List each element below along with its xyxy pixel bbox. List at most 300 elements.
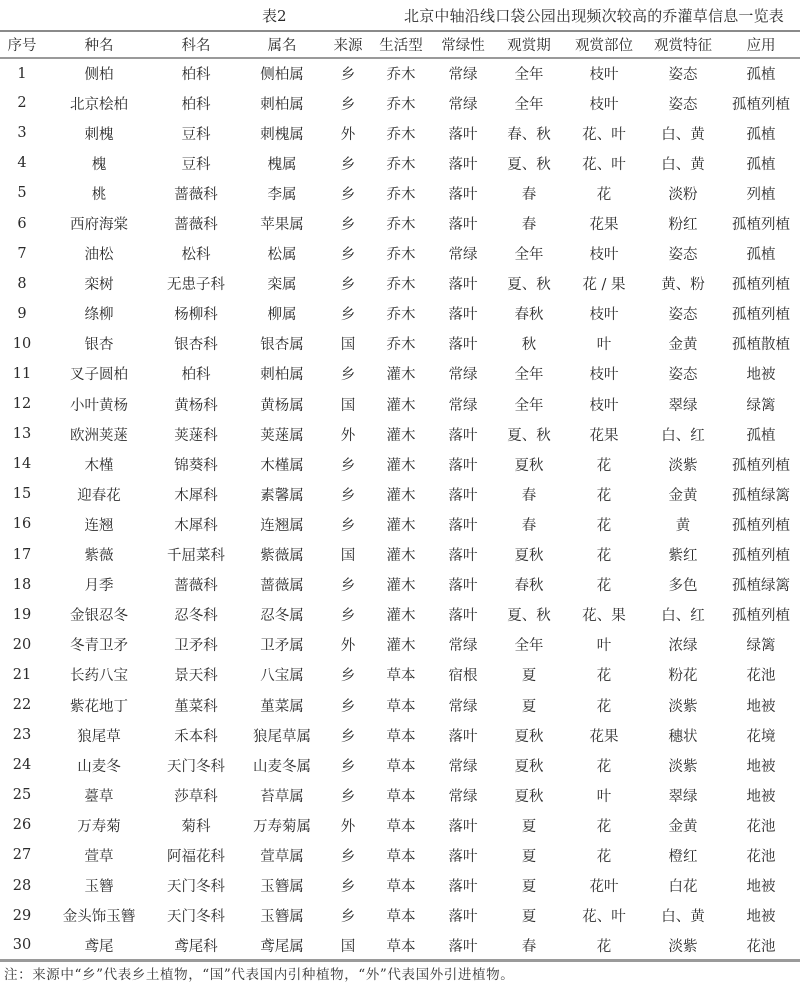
cell-col-genus: 堇菜属 — [260, 698, 304, 715]
cell-col-life-form: 草本 — [386, 879, 416, 896]
cell-col-index: 27 — [12, 847, 32, 864]
cell-col-application: 孤植列植 — [732, 307, 790, 324]
cell-col-viewing-feature: 姿态 — [668, 96, 698, 113]
cell-col-viewing-part: 花、叶 — [582, 126, 626, 143]
cell-col-application: 绿篱 — [746, 638, 776, 655]
cell-col-application: 孤植绿篱 — [732, 578, 790, 595]
cell-col-origin: 乡 — [340, 517, 356, 534]
cell-col-viewing-part: 花 — [564, 931, 644, 961]
cell-col-application: 地被 — [746, 788, 776, 805]
cell-col-index: 24 — [12, 757, 32, 774]
cell-col-origin: 乡 — [340, 487, 356, 504]
cell-col-origin: 外 — [340, 427, 356, 444]
cell-col-evergreen: 落叶 — [448, 217, 478, 234]
table-row — [0, 239, 800, 269]
cell-col-viewing-part: 花 — [596, 848, 612, 865]
cell-col-index: 30 — [0, 931, 44, 961]
table-row — [0, 810, 800, 840]
table-row — [0, 750, 800, 780]
cell-col-application: 孤植 — [746, 126, 776, 143]
cell-col-evergreen: 落叶 — [448, 909, 478, 926]
cell-col-species: 刺槐 — [84, 126, 114, 143]
cell-col-application: 孤植列植 — [732, 517, 790, 534]
cell-col-family: 蔷薇科 — [174, 186, 218, 203]
cell-col-viewing-part: 花 — [596, 698, 612, 715]
cell-col-life-form: 草本 — [386, 728, 416, 745]
cell-col-viewing-feature: 橙红 — [668, 848, 698, 865]
cell-col-origin: 乡 — [340, 277, 356, 294]
table-row — [0, 871, 800, 901]
table-caption — [0, 4, 800, 28]
cell-col-application: 孤植 — [746, 67, 776, 84]
cell-col-application: 地被 — [746, 879, 776, 896]
cell-col-viewing-period: 春 — [521, 186, 537, 203]
cell-col-life-form: 乔木 — [386, 67, 416, 84]
cell-col-application: 花池 — [746, 848, 776, 865]
cell-col-origin: 乡 — [340, 578, 356, 595]
cell-col-viewing-feature: 白、红 — [661, 427, 705, 444]
cell-col-genus: 萱草属 — [260, 848, 304, 865]
table-row — [0, 419, 800, 449]
cell-col-life-form: 草本 — [386, 698, 416, 715]
header-col-evergreen: 常绿性 — [432, 31, 494, 58]
cell-col-genus: 八宝属 — [260, 668, 304, 685]
cell-col-evergreen: 落叶 — [448, 578, 478, 595]
cell-col-index: 8 — [17, 275, 27, 292]
cell-col-viewing-period: 全年 — [514, 397, 544, 414]
cell-col-species: 月季 — [84, 578, 114, 595]
cell-col-application: 地被 — [746, 909, 776, 926]
header-col-species: 种名 — [44, 31, 154, 58]
cell-col-index: 12 — [12, 396, 32, 413]
cell-col-evergreen: 常绿 — [448, 367, 478, 384]
table-row — [0, 208, 800, 238]
cell-col-viewing-feature: 黄、粉 — [661, 277, 705, 294]
cell-col-genus: 侧柏属 — [260, 67, 304, 84]
cell-col-viewing-part: 花 / 果 — [582, 277, 626, 294]
cell-col-viewing-period: 夏秋 — [514, 548, 544, 565]
cell-col-family: 银杏科 — [174, 337, 218, 354]
cell-col-species: 连翘 — [84, 517, 114, 534]
cell-col-life-form: 草本 — [386, 668, 416, 685]
header-col-genus: 属名 — [238, 31, 326, 58]
cell-col-origin: 乡 — [340, 848, 356, 865]
cell-col-viewing-part: 花果 — [589, 728, 619, 745]
cell-col-origin: 乡 — [340, 788, 356, 805]
cell-col-life-form: 草本 — [386, 818, 416, 835]
cell-col-evergreen: 落叶 — [448, 126, 478, 143]
cell-col-species: 栾树 — [84, 277, 114, 294]
cell-col-life-form: 灌木 — [386, 578, 416, 595]
cell-col-genus: 紫薇属 — [260, 548, 304, 565]
cell-col-family: 木犀科 — [174, 487, 218, 504]
cell-col-viewing-part: 花 — [596, 457, 612, 474]
cell-col-family: 阿福花科 — [167, 848, 225, 865]
table-row — [0, 901, 800, 931]
cell-col-viewing-part: 花 — [596, 758, 612, 775]
cell-col-family: 松科 — [181, 247, 211, 264]
cell-col-viewing-feature: 白、红 — [661, 608, 705, 625]
table-row — [0, 479, 800, 509]
cell-col-species: 油松 — [84, 247, 114, 264]
cell-col-family: 禾本科 — [174, 728, 218, 745]
cell-col-family: 木犀科 — [174, 517, 218, 534]
table-row — [0, 299, 800, 329]
cell-col-genus: 刺柏属 — [260, 96, 304, 113]
cell-col-evergreen: 落叶 — [448, 517, 478, 534]
cell-col-application: 地被 — [746, 367, 776, 384]
cell-col-origin: 乡 — [340, 307, 356, 324]
cell-col-viewing-feature: 白、黄 — [661, 126, 705, 143]
table-row — [0, 720, 800, 750]
cell-col-genus: 苹果属 — [260, 217, 304, 234]
cell-col-viewing-period: 全年 — [514, 96, 544, 113]
header-col-viewing-period: 观赏期 — [494, 31, 564, 58]
cell-col-species: 紫薇 — [84, 548, 114, 565]
cell-col-viewing-part: 花、叶 — [582, 156, 626, 173]
cell-col-viewing-period: 夏、秋 — [507, 156, 551, 173]
cell-col-genus: 狼尾草属 — [253, 728, 311, 745]
cell-col-viewing-period: 夏 — [521, 668, 537, 685]
table-row — [0, 118, 800, 148]
cell-col-life-form: 草本 — [386, 758, 416, 775]
cell-col-viewing-period: 夏 — [521, 698, 537, 715]
cell-col-life-form: 灌木 — [386, 608, 416, 625]
cell-col-viewing-part: 枝叶 — [589, 247, 619, 264]
cell-col-viewing-feature: 白、黄 — [661, 909, 705, 926]
cell-col-evergreen: 宿根 — [448, 668, 478, 685]
cell-col-origin: 国 — [340, 337, 356, 354]
cell-col-genus: 刺槐属 — [260, 126, 304, 143]
cell-col-species: 迎春花 — [77, 487, 121, 504]
cell-col-life-form: 乔木 — [386, 126, 416, 143]
cell-col-life-form: 乔木 — [386, 307, 416, 324]
cell-col-index: 18 — [12, 576, 32, 593]
table-row — [0, 269, 800, 299]
cell-col-viewing-feature: 金黄 — [668, 487, 698, 504]
cell-col-life-form: 乔木 — [386, 96, 416, 113]
cell-col-species: 桃 — [91, 186, 107, 203]
cell-col-genus: 玉簪属 — [260, 909, 304, 926]
cell-col-genus: 荚蒾属 — [260, 427, 304, 444]
cell-col-species: 紫花地丁 — [70, 698, 128, 715]
cell-col-viewing-feature: 淡紫 — [644, 931, 722, 961]
table-row — [0, 540, 800, 570]
cell-col-viewing-feature: 淡紫 — [668, 457, 698, 474]
cell-col-species: 金银忍冬 — [70, 608, 128, 625]
cell-col-evergreen: 常绿 — [448, 758, 478, 775]
cell-col-evergreen: 落叶 — [448, 608, 478, 625]
cell-col-family: 蔷薇科 — [174, 578, 218, 595]
cell-col-viewing-period: 春、秋 — [507, 126, 551, 143]
cell-col-life-form: 灌木 — [386, 427, 416, 444]
cell-col-species: 北京桧柏 — [70, 96, 128, 113]
cell-col-origin: 乡 — [340, 457, 356, 474]
table-row — [0, 931, 800, 961]
cell-col-family: 千屈菜科 — [167, 548, 225, 565]
cell-col-index: 19 — [12, 606, 32, 623]
cell-col-genus: 忍冬属 — [260, 608, 304, 625]
cell-col-life-form: 草本 — [386, 848, 416, 865]
cell-col-viewing-feature: 黄 — [675, 517, 691, 534]
cell-col-life-form: 乔木 — [386, 156, 416, 173]
cell-col-index: 20 — [12, 636, 32, 653]
cell-col-species: 玉簪 — [84, 879, 114, 896]
cell-col-viewing-feature: 金黄 — [668, 337, 698, 354]
cell-col-evergreen: 常绿 — [448, 247, 478, 264]
cell-col-species: 西府海棠 — [70, 217, 128, 234]
header-col-family: 科名 — [154, 31, 238, 58]
cell-col-evergreen: 落叶 — [448, 548, 478, 565]
cell-col-life-form: 灌木 — [386, 517, 416, 534]
cell-col-evergreen: 落叶 — [432, 931, 494, 961]
cell-col-life-form: 灌木 — [386, 457, 416, 474]
cell-col-viewing-period: 夏秋 — [514, 758, 544, 775]
cell-col-origin: 外 — [340, 126, 356, 143]
cell-col-index: 5 — [17, 185, 27, 202]
table-row — [0, 329, 800, 359]
cell-col-viewing-feature: 白、黄 — [661, 156, 705, 173]
cell-col-origin: 乡 — [340, 67, 356, 84]
cell-col-index: 21 — [12, 666, 32, 683]
table-row — [0, 630, 800, 660]
cell-col-family: 天门冬科 — [167, 758, 225, 775]
cell-col-genus: 苔草属 — [260, 788, 304, 805]
cell-col-viewing-feature: 淡紫 — [668, 698, 698, 715]
cell-col-genus: 山麦冬属 — [253, 758, 311, 775]
cell-col-life-form: 草本 — [370, 931, 432, 961]
cell-col-family: 黄杨科 — [174, 397, 218, 414]
cell-col-evergreen: 落叶 — [448, 848, 478, 865]
cell-col-viewing-period: 全年 — [514, 638, 544, 655]
table-row — [0, 660, 800, 690]
cell-col-viewing-period: 春 — [521, 217, 537, 234]
cell-col-viewing-period: 夏、秋 — [507, 608, 551, 625]
cell-col-genus: 黄杨属 — [260, 397, 304, 414]
cell-col-life-form: 灌木 — [386, 548, 416, 565]
table-row — [0, 88, 800, 118]
table-row — [0, 509, 800, 539]
cell-col-genus: 槐属 — [267, 156, 297, 173]
cell-col-species: 冬青卫矛 — [70, 638, 128, 655]
cell-col-evergreen: 落叶 — [448, 156, 478, 173]
cell-col-origin: 乡 — [340, 728, 356, 745]
cell-col-viewing-period: 夏 — [521, 848, 537, 865]
cell-col-family: 柏科 — [181, 96, 211, 113]
cell-col-viewing-period: 全年 — [514, 247, 544, 264]
header-col-life-form: 生活型 — [370, 31, 432, 58]
cell-col-index: 2 — [17, 95, 27, 112]
cell-col-application: 孤植列植 — [732, 96, 790, 113]
cell-col-origin: 国 — [326, 931, 370, 961]
cell-col-viewing-part: 枝叶 — [589, 307, 619, 324]
cell-col-family: 锦葵科 — [174, 457, 218, 474]
cell-col-species: 万寿菊 — [77, 818, 121, 835]
cell-col-species: 长药八宝 — [70, 668, 128, 685]
cell-col-viewing-period: 春 — [521, 487, 537, 504]
cell-col-application: 孤植列植 — [732, 217, 790, 234]
cell-col-origin: 乡 — [340, 608, 356, 625]
cell-col-viewing-part: 花果 — [589, 217, 619, 234]
table-row — [0, 389, 800, 419]
cell-col-origin: 乡 — [340, 186, 356, 203]
cell-col-viewing-period: 全年 — [514, 67, 544, 84]
table-title: 北京中轴沿线口袋公园出现频次较高的乔灌草信息一览表 — [404, 7, 785, 25]
cell-col-application: 地被 — [746, 698, 776, 715]
cell-col-evergreen: 落叶 — [448, 879, 478, 896]
cell-col-viewing-period: 夏秋 — [514, 788, 544, 805]
cell-col-family: 菊科 — [181, 818, 211, 835]
cell-col-index: 14 — [12, 456, 32, 473]
table-row — [0, 840, 800, 870]
cell-col-viewing-feature: 粉红 — [668, 217, 698, 234]
cell-col-index: 28 — [12, 877, 32, 894]
cell-col-viewing-period: 春秋 — [514, 578, 544, 595]
cell-col-application: 孤植列植 — [732, 608, 790, 625]
cell-col-viewing-feature: 翠绿 — [668, 397, 698, 414]
cell-col-application: 孤植绿篱 — [732, 487, 790, 504]
cell-col-genus: 鸢尾属 — [238, 931, 326, 961]
table-row — [0, 359, 800, 389]
cell-col-species: 金头饰玉簪 — [62, 909, 136, 926]
cell-col-origin: 乡 — [340, 758, 356, 775]
cell-col-origin: 乡 — [340, 367, 356, 384]
cell-col-evergreen: 落叶 — [448, 427, 478, 444]
cell-col-application: 花池 — [722, 931, 800, 961]
cell-col-species: 木槿 — [84, 457, 114, 474]
cell-col-evergreen: 落叶 — [448, 818, 478, 835]
cell-col-origin: 乡 — [340, 156, 356, 173]
cell-col-life-form: 草本 — [386, 788, 416, 805]
cell-col-life-form: 草本 — [386, 909, 416, 926]
cell-col-family: 堇菜科 — [174, 698, 218, 715]
cell-col-viewing-period: 夏秋 — [514, 728, 544, 745]
cell-col-evergreen: 落叶 — [448, 728, 478, 745]
cell-col-origin: 乡 — [340, 217, 356, 234]
cell-col-viewing-part: 花 — [596, 548, 612, 565]
cell-col-viewing-part: 花、叶 — [582, 909, 626, 926]
cell-col-life-form: 灌木 — [386, 638, 416, 655]
cell-col-viewing-period: 春 — [521, 517, 537, 534]
cell-col-origin: 乡 — [340, 698, 356, 715]
cell-col-application: 花池 — [746, 818, 776, 835]
cell-col-index: 9 — [17, 305, 27, 322]
cell-col-species: 狼尾草 — [77, 728, 121, 745]
cell-col-genus: 柳属 — [267, 307, 297, 324]
cell-col-life-form: 灌木 — [386, 367, 416, 384]
cell-col-family: 豆科 — [181, 126, 211, 143]
cell-col-viewing-period: 夏、秋 — [507, 277, 551, 294]
cell-col-application: 绿篱 — [746, 397, 776, 414]
cell-col-species: 小叶黄杨 — [70, 397, 128, 414]
header-col-origin: 来源 — [326, 31, 370, 58]
cell-col-life-form: 乔木 — [386, 277, 416, 294]
cell-col-application: 列植 — [746, 186, 776, 203]
table-label: 表2 — [262, 7, 287, 25]
cell-col-origin: 国 — [340, 397, 356, 414]
cell-col-viewing-part: 花 — [596, 578, 612, 595]
header-col-application: 应用 — [722, 31, 800, 58]
table-note: 注：来源中“乡”代表乡土植物，“国”代表国内引种植物，“外”代表国外引进植物。 — [4, 967, 515, 983]
cell-col-viewing-feature: 姿态 — [668, 367, 698, 384]
cell-col-family: 杨柳科 — [174, 307, 218, 324]
cell-col-viewing-feature: 姿态 — [668, 307, 698, 324]
cell-col-life-form: 乔木 — [386, 337, 416, 354]
cell-col-family: 豆科 — [181, 156, 211, 173]
cell-col-application: 孤植列植 — [732, 457, 790, 474]
cell-col-family: 忍冬科 — [174, 608, 218, 625]
cell-col-life-form: 乔木 — [386, 186, 416, 203]
cell-col-viewing-part: 花、果 — [582, 608, 626, 625]
table-row — [0, 449, 800, 479]
cell-col-viewing-part: 枝叶 — [589, 367, 619, 384]
cell-col-species: 薹草 — [84, 788, 114, 805]
cell-col-genus: 蔷薇属 — [260, 578, 304, 595]
cell-col-viewing-feature: 姿态 — [668, 247, 698, 264]
cell-col-viewing-feature: 穗状 — [668, 728, 698, 745]
cell-col-evergreen: 落叶 — [448, 487, 478, 504]
cell-col-index: 23 — [12, 727, 32, 744]
cell-col-index: 15 — [12, 486, 32, 503]
cell-col-species: 银杏 — [84, 337, 114, 354]
cell-col-viewing-period: 夏 — [521, 909, 537, 926]
cell-col-index: 7 — [17, 245, 27, 262]
cell-col-application: 孤植列植 — [732, 548, 790, 565]
cell-col-species: 鸢尾 — [44, 931, 154, 961]
cell-col-family: 无患子科 — [167, 277, 225, 294]
cell-col-family: 蔷薇科 — [174, 217, 218, 234]
cell-col-viewing-feature: 金黄 — [668, 818, 698, 835]
cell-col-family: 天门冬科 — [167, 909, 225, 926]
cell-col-viewing-period: 春秋 — [514, 307, 544, 324]
cell-col-viewing-feature: 粉花 — [668, 668, 698, 685]
cell-col-species: 山麦冬 — [77, 758, 121, 775]
cell-col-species: 绦柳 — [84, 307, 114, 324]
cell-col-origin: 乡 — [340, 668, 356, 685]
cell-col-index: 22 — [12, 697, 32, 714]
cell-col-index: 25 — [12, 787, 32, 804]
cell-col-evergreen: 常绿 — [448, 638, 478, 655]
cell-col-genus: 木槿属 — [260, 457, 304, 474]
cell-col-viewing-part: 枝叶 — [589, 397, 619, 414]
cell-col-viewing-feature: 多色 — [668, 578, 698, 595]
cell-col-application: 地被 — [746, 758, 776, 775]
cell-col-genus: 玉簪属 — [260, 879, 304, 896]
cell-col-index: 16 — [12, 516, 32, 533]
cell-col-life-form: 灌木 — [386, 487, 416, 504]
cell-col-family: 莎草科 — [174, 788, 218, 805]
cell-col-index: 29 — [12, 907, 32, 924]
cell-col-genus: 素馨属 — [260, 487, 304, 504]
cell-col-application: 花境 — [746, 728, 776, 745]
cell-col-viewing-part: 花 — [596, 517, 612, 534]
table-row — [0, 780, 800, 810]
table-row — [0, 600, 800, 630]
cell-col-index: 4 — [17, 155, 27, 172]
cell-col-genus: 万寿菊属 — [253, 818, 311, 835]
table-row — [0, 570, 800, 600]
cell-col-evergreen: 落叶 — [448, 457, 478, 474]
cell-col-viewing-part: 叶 — [596, 337, 612, 354]
cell-col-index: 10 — [12, 335, 32, 352]
cell-col-viewing-feature: 翠绿 — [668, 788, 698, 805]
header-col-index: 序号 — [0, 31, 44, 58]
cell-col-origin: 外 — [340, 818, 356, 835]
cell-col-evergreen: 常绿 — [448, 698, 478, 715]
cell-col-species: 侧柏 — [84, 67, 114, 84]
cell-col-viewing-feature: 白花 — [668, 879, 698, 896]
table-row — [0, 58, 800, 88]
